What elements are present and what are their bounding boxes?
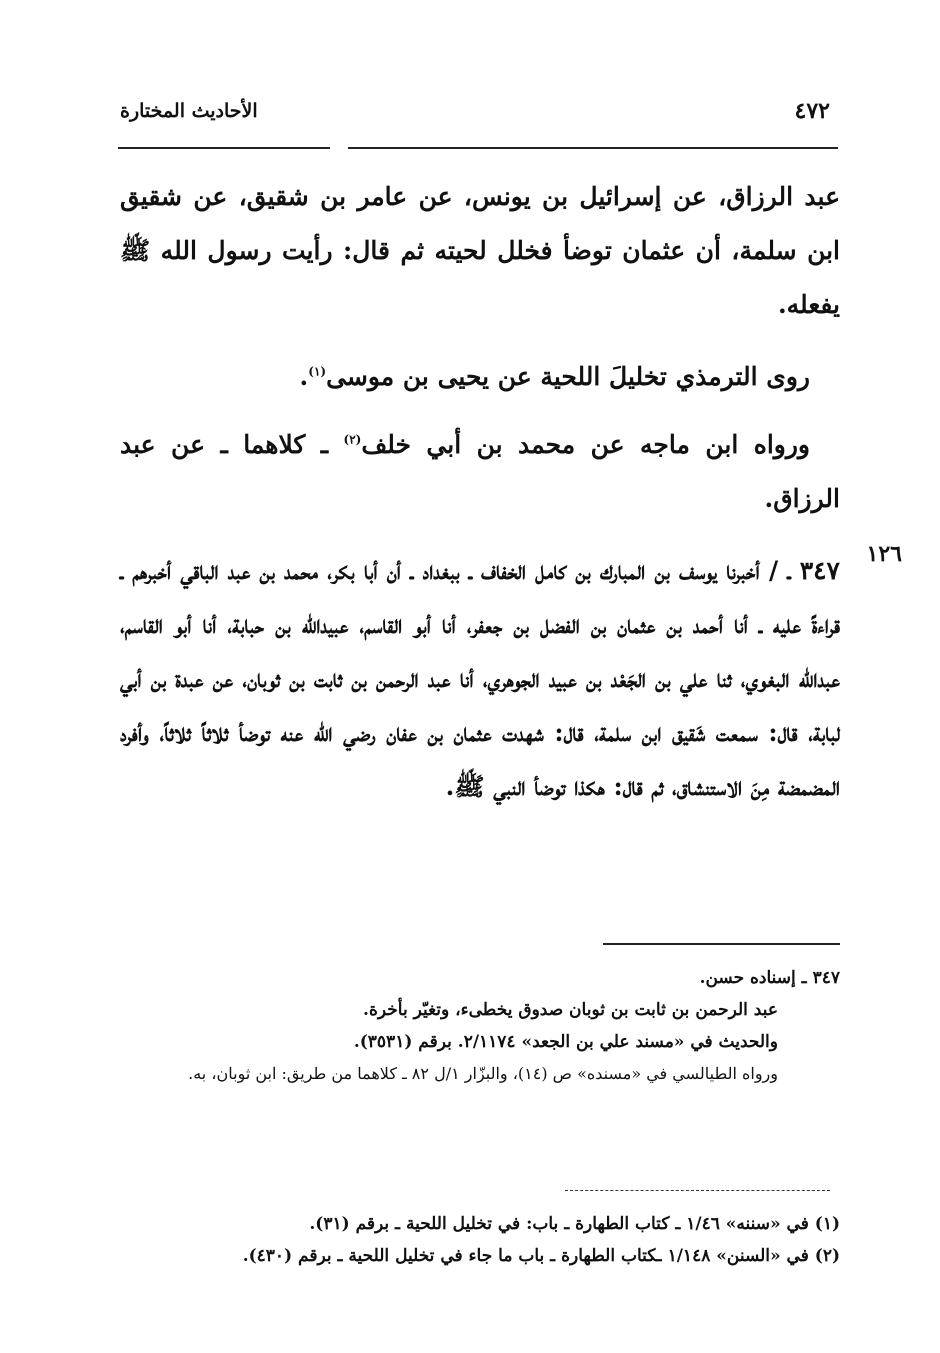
footnote-2: (٢) في «السنن» ١/١٤٨ ـكتاب الطهارة ـ باب ما جاء في تخليل اللحية ـ برقم (٤٣٠). [242,1246,840,1266]
paragraph-3-b: ـ كلاهما ـ عن عبد الرزاق. [120,430,840,513]
paragraph-2 [120,350,840,404]
hadith-paragraph: ٣٤٧ ـ / أخبرنا يوسف بن المبارك بن كامل الخفاف ـ ببغداد ـ أن أبا بكر، محمد بن عبد الباقي أخبرهم ـ قراءةً عليه ـ أنا أحمد بن عثمان بن الفضل بن جعفر، أنا أبو القاسم، عبيدالله بن حبابة، أنا أبو القاسم، عبدالله البغوي، ثنا علي بن الجَعْد بن عبيد الجوهري، أنا عبد الرحمن بن ثابت بن ثوبان، عن عبدة بن أبي لبابة، قال: سمعت شَقيق ابن سلمة، قال: شهدت عثمان بن عفان رضي الله عنه توضأ ثلاثاً ثلاثاً، وأفرد المضمضة مِنَ الاستنشاق، ثم قال: هكذا توضأ النبي ﷺ. [120,556,840,801]
hadith-margin-number: ١٢٦ [866,541,902,567]
note-1: ٣٤٧ ـ إسناده حسن. [699,968,840,988]
paragraph-1: عبد الرزاق، عن إسرائيل بن يونس، عن عامر بن شقيق، عن شقيق ابن سلمة، أن عثمان توضأ فخلل لحيته ثم قال: رأيت رسول الله ﷺ يفعله. [120,182,840,319]
paragraph-3-a: ورواه ابن ماجه عن محمد بن أبي خلف [361,430,810,459]
page-number: ٤٧٢ [794,98,830,124]
book-title: الأحاديث المختارة [120,100,258,122]
paragraph-2-end: . [299,362,309,391]
header-rule-right [348,147,838,149]
note-3: والحديث في «مسند علي بن الجعد» ٢/١١٧٤. برقم (٣٥٣١). [353,1032,778,1052]
notes-rule [603,943,840,945]
paragraph-3 [120,418,840,526]
footnotes [120,1208,840,1272]
footnote-1: (١) في «سننه» ١/٤٦ ـ كتاب الطهارة ـ باب: في تخليل اللحية ـ برقم (٣١). [309,1214,840,1234]
footnote-divider [565,1190,830,1191]
footnote-ref-1: (١) [308,364,327,379]
note-2: عبد الرحمن بن ثابت بن ثوبان صدوق يخطىء، وتغيّر بأخرة. [363,1000,778,1020]
paragraph-2-text: روى الترمذي تخليلَ اللحية عن يحيى بن موسى [326,362,810,391]
note-4: ورواه الطيالسي في «مسنده» ص (١٤)، والبزّار ١/ل ٨٢ ـ كلاهما من طريق: ابن ثوبان، به. [188,1064,778,1083]
footnote-ref-2: (٢) [343,432,362,447]
header-rule-left [118,147,330,149]
main-text [120,170,840,814]
notes-section [120,962,840,1090]
